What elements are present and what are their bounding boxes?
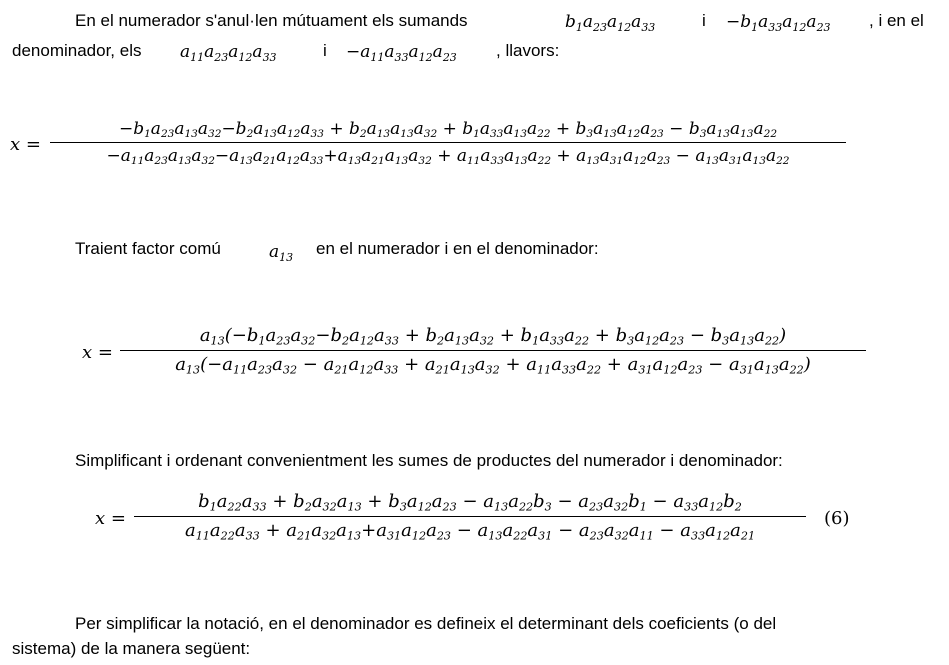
equation-3-numerator: $b_1a_{22}a_{33} + b_2a_{32}a_{13} + b_3a_{12}a_{23} - a_{13}a_{22}b_3 - a_{23}a_{32}b_1 - a_{33}a_{12}b_2$	[198, 491, 742, 514]
equation-1	[0, 110, 949, 180]
equation-2	[0, 318, 949, 388]
math-term-neg-a11a33a12a23: $-a_{11}a_{33}a_{12}a_{23}$	[346, 42, 457, 64]
math-term-neg-b1a33a12a23: $-b_1a_{33}a_{12}a_{23}$	[726, 12, 831, 34]
math-term-a11a23a12a33: $a_{11}a_{23}a_{12}a_{33}$	[180, 42, 277, 64]
paragraph-4-text-a: Per simplificar la notació, en el denominador es defineix el determinant dels coeficients (o del	[75, 614, 777, 633]
paragraph-4-text-b: sistema) de la manera següent:	[12, 639, 251, 658]
paragraph-1-text-c: denominador, els	[12, 41, 142, 60]
equation-2-fraction	[120, 322, 866, 379]
equation-2-lhs: x =	[82, 342, 113, 363]
equation-3-lhs: x =	[95, 508, 126, 529]
paragraph-1-text-i-2: i	[323, 41, 327, 60]
math-term-b1a23a12a33: $b_1a_{23}a_{12}a_{33}$	[565, 12, 656, 34]
paragraph-1-text-d: , llavors:	[496, 41, 560, 60]
equation-1-denominator: $-a_{11}a_{23}a_{13}a_{32}-a_{13}a_{21}a_{12}a_{33}+a_{13}a_{21}a_{13}a_{32} + a_{11}a_{33}a_{13}a_{22} + a_{13}a_{31}a_{12}a_{23} - a_{13}a_{31}a_{13}a_{22}$	[106, 146, 790, 168]
paragraph-1-text-i-1: i	[702, 11, 706, 30]
paragraph-1-text-b: , i en el	[869, 11, 924, 30]
equation-3	[0, 484, 949, 554]
equation-3-number: (6)	[824, 508, 850, 529]
equation-2-numerator: $a_{13}(-b_1a_{23}a_{32}-b_2a_{12}a_{33} + b_2a_{13}a_{32} + b_1a_{33}a_{22} + b_3a_{12}a_{23} - b_3a_{13}a_{22})$	[199, 325, 787, 348]
equation-3-fraction	[134, 488, 806, 545]
equation-1-fraction	[50, 116, 846, 169]
math-term-a13: $a_{13}$	[269, 242, 294, 264]
equation-1-numerator: $-b_1a_{23}a_{13}a_{32}-b_2a_{13}a_{12}a_{33} + b_2a_{13}a_{13}a_{32} + b_1a_{33}a_{13}a_{22} + b_3a_{13}a_{12}a_{23} - b_3a_{13}a_{13}a_{22}$	[118, 119, 778, 141]
paragraph-3-text: Simplificant i ordenant convenientment les sumes de productes del numerador i denominador:	[75, 451, 783, 470]
paragraph-1-text-a: En el numerador s'anul·len mútuament els sumands	[75, 11, 468, 30]
equation-3-denominator: $a_{11}a_{22}a_{33} + a_{21}a_{32}a_{13}+a_{31}a_{12}a_{23} - a_{13}a_{22}a_{31} - a_{23}a_{32}a_{11} - a_{33}a_{12}a_{21}$	[184, 520, 756, 543]
paragraph-2-text-a: Traient factor comú	[75, 239, 221, 258]
equation-2-denominator: $a_{13}(-a_{11}a_{23}a_{32} - a_{21}a_{12}a_{33} + a_{21}a_{13}a_{32} + a_{11}a_{33}a_{22} + a_{31}a_{12}a_{23} - a_{31}a_{13}a_{22})$	[175, 354, 811, 377]
paragraph-2-text-b: en el numerador i en el denominador:	[316, 239, 599, 258]
equation-1-lhs: x =	[10, 134, 41, 155]
